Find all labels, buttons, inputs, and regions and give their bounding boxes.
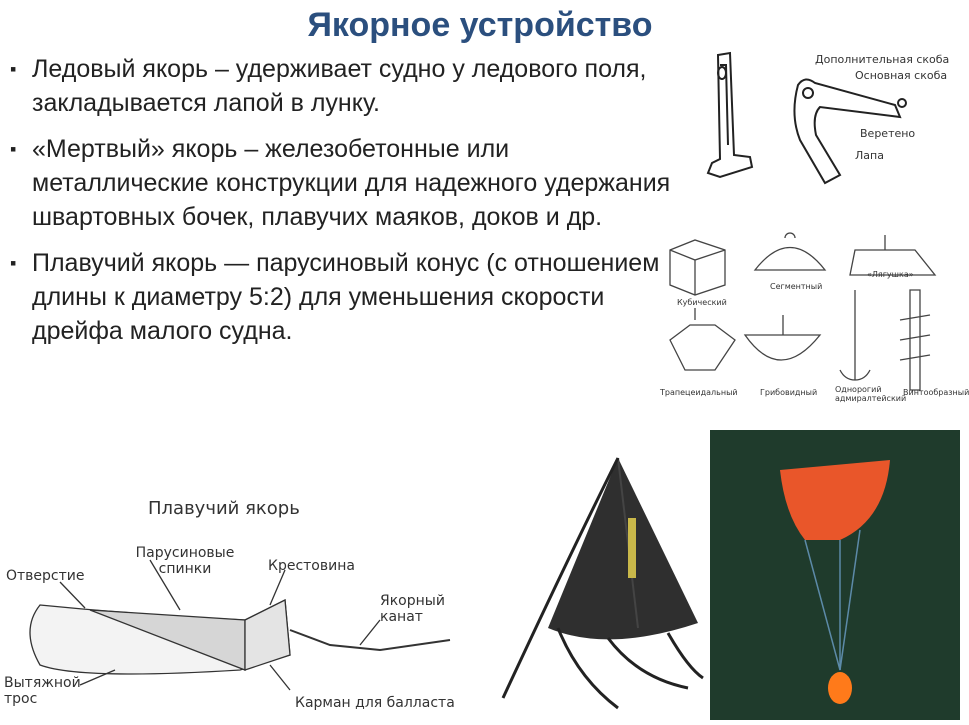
ice-anchor-diagram <box>690 45 960 195</box>
sea-anchor-photo <box>488 438 708 718</box>
label-cubic: Кубический <box>677 298 727 307</box>
label-main-shackle: Основная скоба <box>855 69 948 82</box>
label-mushroom: Грибовидный <box>760 388 818 397</box>
label-extra-shackle: Дополнительная скоба <box>815 53 950 66</box>
dead-anchors-diagram <box>655 220 969 420</box>
label-trapezoid: Трапецеидальный <box>660 388 738 397</box>
bullet-sea-anchor <box>10 246 690 348</box>
bullet-list <box>10 52 690 360</box>
bullet-ice-anchor <box>10 52 690 120</box>
bullet-dead-anchor <box>10 132 690 234</box>
label-admiralty: Однорогий адмиралтейский <box>835 385 907 403</box>
sea-anchor-photo-drawing <box>488 438 708 718</box>
label-screw: Винтообразный <box>903 388 969 397</box>
label-sail-backs: Парусиновые спинки <box>135 545 235 577</box>
label-fluke: Лапа <box>855 149 884 162</box>
label-frog: «Лягушка» <box>867 270 914 279</box>
bullet-text: Плавучий якорь — парусиновый конус (с отношением длины к диаметру 5:2) для уменьшения скорости дрейфа малого судна. <box>32 249 660 345</box>
buoy-photo-drawing <box>710 430 960 720</box>
sea-anchor-title: Плавучий якорь <box>148 498 300 519</box>
ice-anchor-drawing <box>690 45 960 195</box>
bullet-mark: ▪ <box>10 253 17 273</box>
page-title: Якорное устройство <box>307 6 653 44</box>
label-ballast-pocket: Карман для балласта <box>295 695 455 711</box>
sea-anchor-diagram <box>0 490 480 720</box>
bullet-mark: ▪ <box>10 139 17 159</box>
bullet-text: Ледовый якорь – удерживает судно у ледового поля, закладывается лапой в лунку. <box>32 55 647 117</box>
label-pull-rope: Вытяжной трос <box>4 675 81 707</box>
buoy-photo <box>710 430 960 720</box>
bullet-mark: ▪ <box>10 59 17 79</box>
label-segment: Сегментный <box>770 282 823 291</box>
label-shank: Веретено <box>860 127 916 140</box>
label-cross: Крестовина <box>268 558 355 574</box>
bullet-text: «Мертвый» якорь – железобетонные или металлические конструкции для надежного удержания швартовных бочек, плавучих маяков, доков и др. <box>32 135 671 231</box>
label-opening: Отверстие <box>6 568 85 584</box>
label-anchor-rope: Якорный канат <box>380 593 445 625</box>
